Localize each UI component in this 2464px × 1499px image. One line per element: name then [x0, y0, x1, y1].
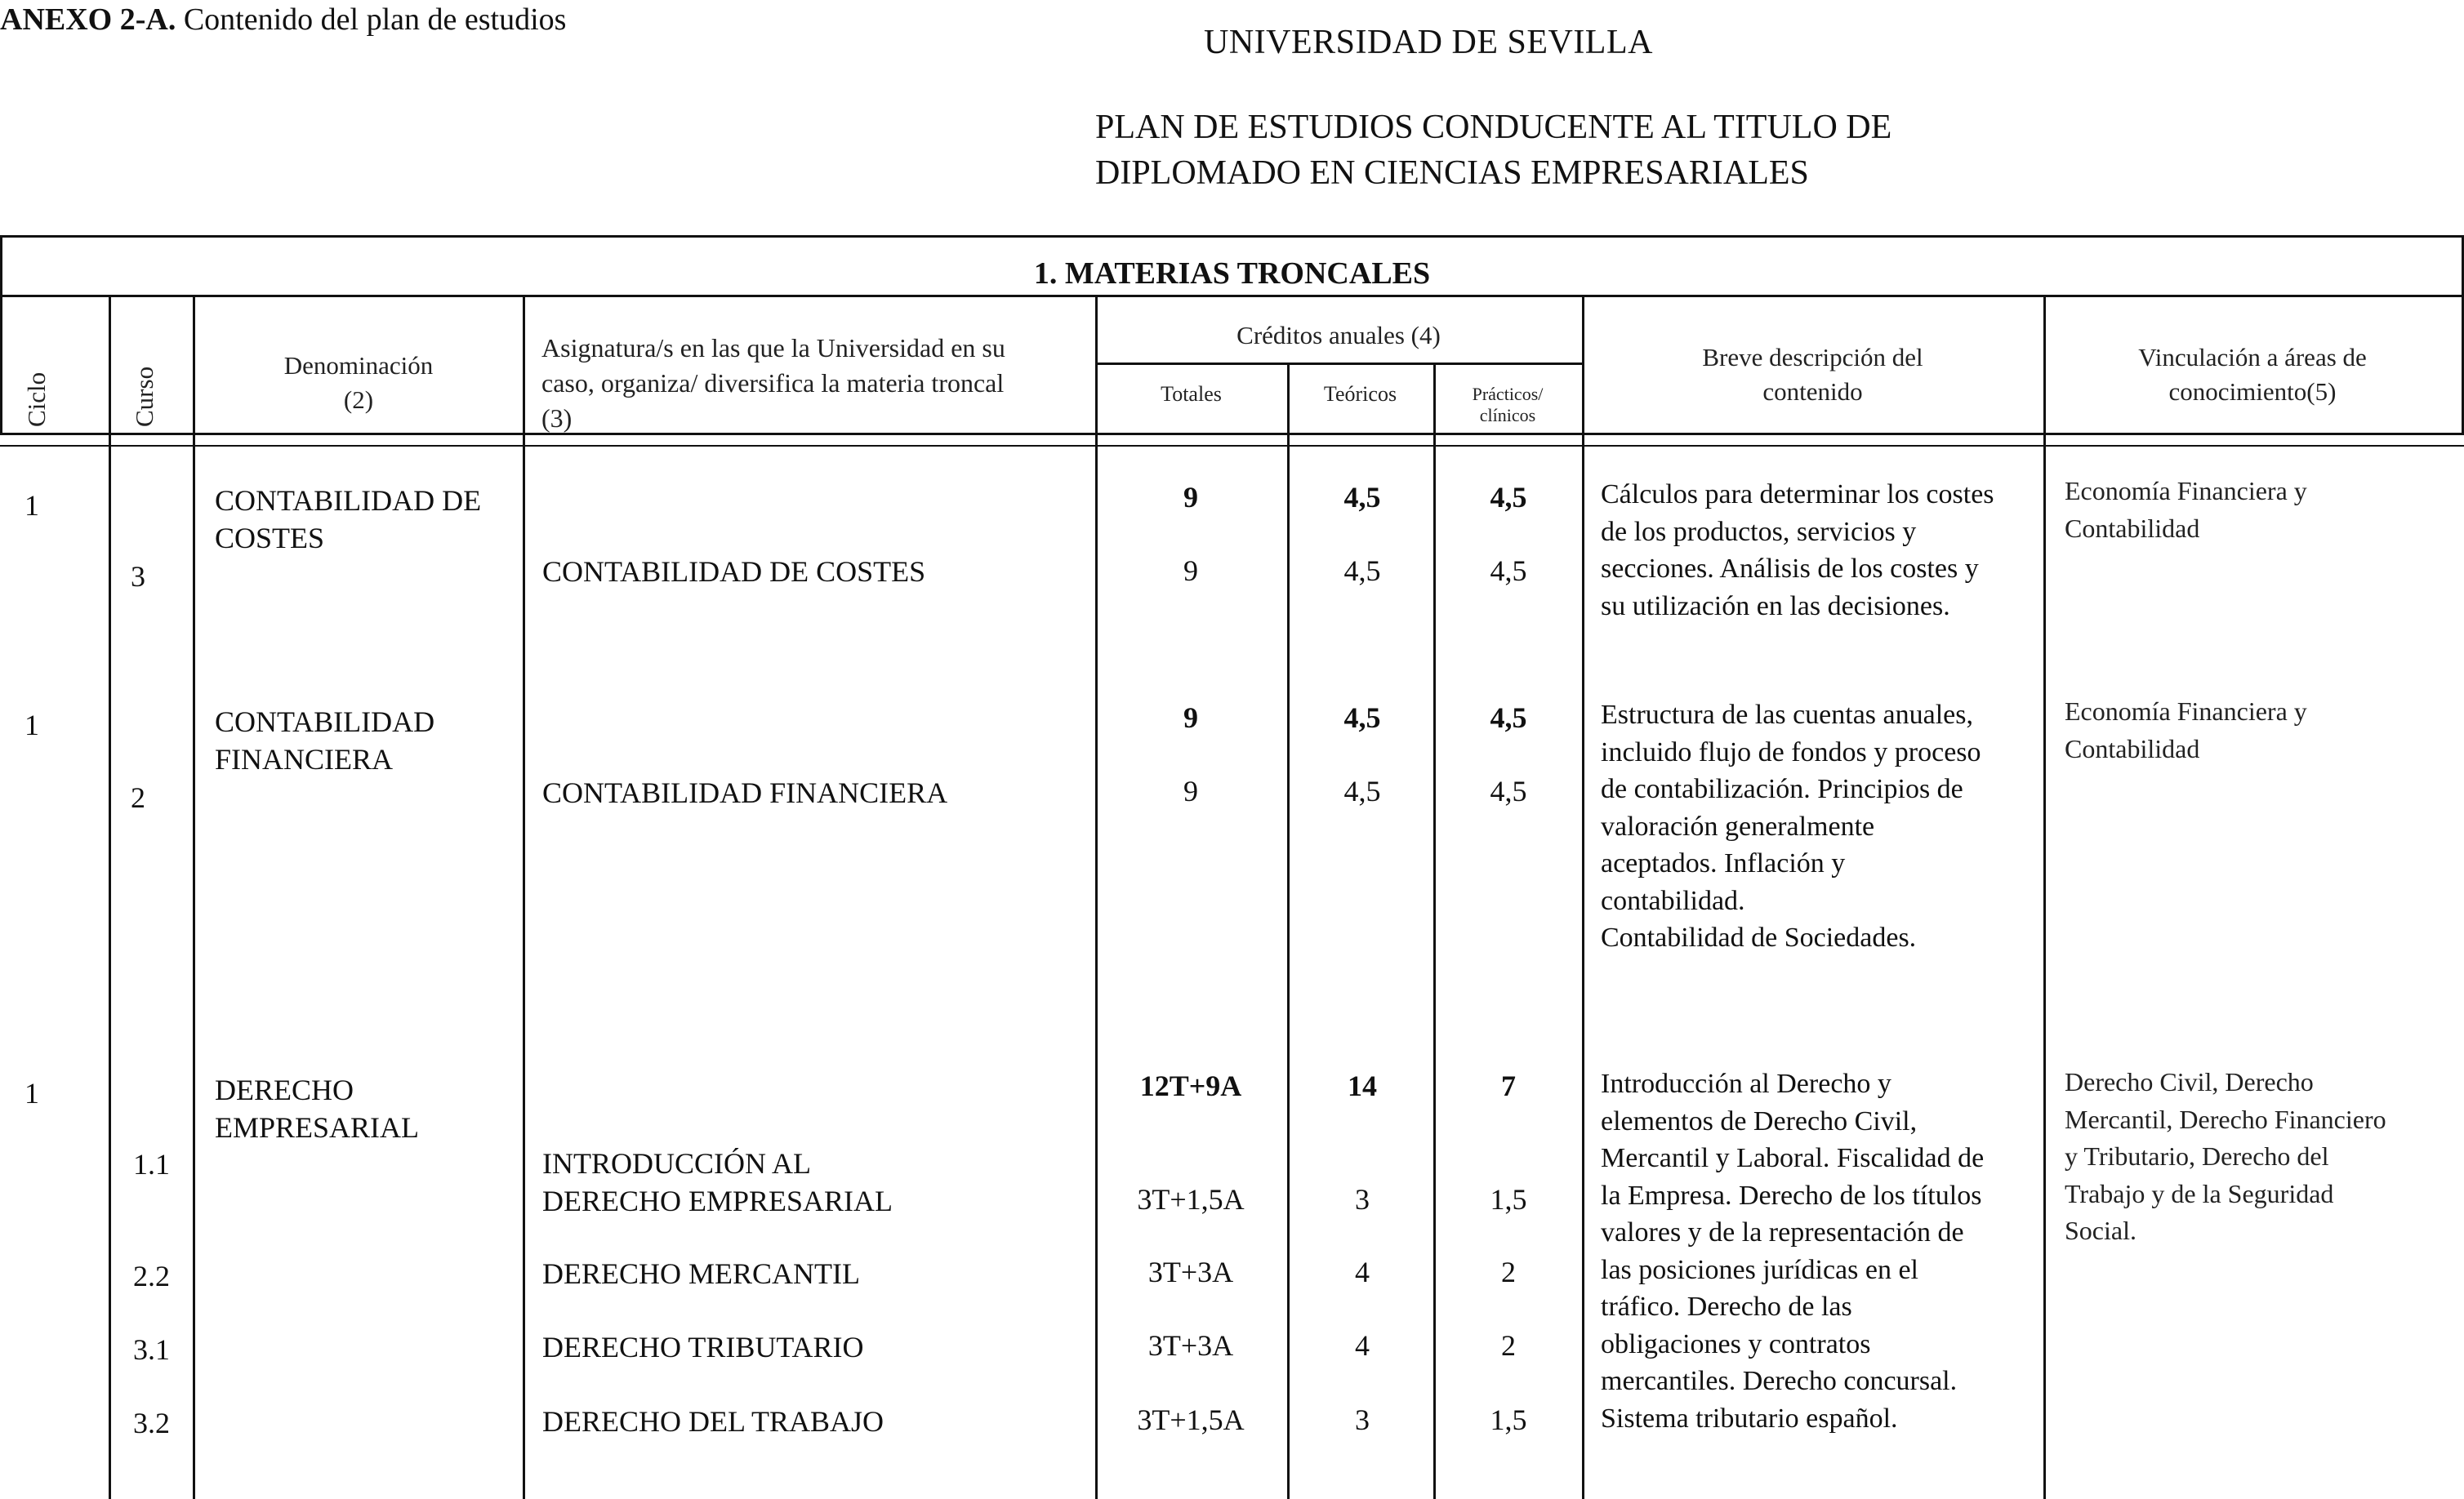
- header-creditos: Créditos anuales (4): [1236, 321, 1441, 349]
- header-practicos: [1433, 384, 1582, 426]
- materia-denominacion-line-2: EMPRESARIAL: [215, 1111, 420, 1144]
- materia-teoricos: 4,5: [1343, 481, 1381, 514]
- header-practicos-line-1: Prácticos/: [1472, 384, 1544, 404]
- materia-ciclo: 1: [25, 1077, 39, 1110]
- col-divider-descripcion: [2043, 295, 2046, 1499]
- university-name: UNIVERSIDAD DE SEVILLA: [1204, 24, 1653, 61]
- asignatura-curso: 1.1: [133, 1148, 170, 1181]
- materia-descripcion: Introducción al Derecho y elementos de Derecho Civil, Mercantil y Laboral. Fiscalidad de la Empresa. Derecho de los títulos valores y de la representación de las posiciones jurídicas en el tráfico. Derecho de las obligaciones y contratos mercantiles. Derecho concursal. Sistema tributario español.: [1601, 1069, 1985, 1434]
- materia-denominacion-line-1: CONTABILIDAD: [215, 705, 435, 738]
- asignatura-totales: 3T+3A: [1147, 1329, 1234, 1362]
- header-practicos-line-2: clínicos: [1479, 405, 1536, 425]
- asignatura-curso: 3.1: [133, 1333, 170, 1366]
- materia-teoricos: 14: [1348, 1070, 1377, 1102]
- header-denominacion-line-2: (2): [343, 385, 374, 414]
- materia-practicos: 7: [1501, 1070, 1516, 1102]
- section-title: 1. MATERIAS TRONCALES: [1033, 256, 1431, 291]
- table-top-border: [0, 235, 2464, 238]
- asignatura-practicos: 4,5: [1490, 554, 1527, 587]
- header-descripcion-line-2: contenido: [1762, 377, 1863, 406]
- col-divider-ciclo: [109, 295, 111, 1499]
- asignatura-practicos: 1,5: [1490, 1183, 1527, 1216]
- materia-denominacion: [215, 482, 481, 557]
- asignatura-totales: 3T+1,5A: [1137, 1403, 1245, 1436]
- header-asignatura-line-2: caso, organiza/ diversifica la materia troncal: [541, 368, 1005, 398]
- materia-practicos: 4,5: [1490, 701, 1527, 734]
- asignatura-totales: 9: [1183, 775, 1198, 807]
- materia-teoricos: 4,5: [1343, 701, 1381, 734]
- header-denominacion: [194, 349, 523, 417]
- col-divider-teoricos: [1433, 363, 1436, 1499]
- asignatura-practicos: 2: [1501, 1329, 1516, 1362]
- materia-denominacion-line-1: CONTABILIDAD DE: [215, 484, 482, 517]
- plan-title-line-2: DIPLOMADO EN CIENCIAS EMPRESARIALES: [1095, 154, 1809, 192]
- col-divider-totales: [1287, 363, 1290, 1499]
- header-teoricos: Teóricos: [1323, 382, 1397, 406]
- header-bottom-border: [0, 433, 2464, 435]
- asignatura-teoricos: 3: [1355, 1183, 1370, 1216]
- header-descripcion: [1582, 340, 2043, 409]
- asignatura-teoricos: 3: [1355, 1403, 1370, 1436]
- annex-title: Contenido del plan de estudios: [176, 2, 567, 37]
- header-asignatura: [541, 331, 1081, 436]
- asignatura-teoricos: 4: [1355, 1329, 1370, 1362]
- materia-practicos: 4,5: [1490, 481, 1527, 514]
- asignatura-totales: 3T+3A: [1147, 1256, 1234, 1288]
- materia-denominacion: [215, 703, 434, 778]
- asignatura-nombre-line-1: INTRODUCCIÓN AL: [542, 1147, 811, 1180]
- header-denominacion-line-1: Denominación: [283, 351, 434, 380]
- asignatura-nombre: DERECHO DEL TRABAJO: [542, 1405, 884, 1438]
- asignatura-practicos: 4,5: [1490, 775, 1527, 807]
- asignatura-nombre: [542, 1145, 893, 1220]
- header-bottom-border-second: [0, 445, 2464, 447]
- col-divider-denominacion: [523, 295, 525, 1499]
- materia-denominacion-line-2: COSTES: [215, 522, 325, 554]
- materia-denominacion-line-2: FINANCIERA: [215, 743, 394, 776]
- asignatura-curso: 3.2: [133, 1407, 170, 1439]
- materia-descripcion: Estructura de las cuentas anuales, incluido flujo de fondos y proceso de contabilización. Principios de valoración generalmente aceptados. Inflación y contabilidad. Contabilidad de Sociedades.: [1601, 700, 1981, 953]
- header-asignatura-line-3: (3): [541, 403, 573, 433]
- col-divider-practicos: [1582, 295, 1584, 1499]
- materia-totales: 12T+9A: [1139, 1070, 1242, 1102]
- col-divider-asignatura: [1095, 295, 1098, 1499]
- header-vinculacion-line-2: conocimiento(5): [2168, 377, 2337, 406]
- col-divider-curso: [193, 295, 195, 1499]
- materia-ciclo: 1: [25, 489, 39, 522]
- creditos-subheader-divider: [1095, 363, 1582, 365]
- asignatura-curso: 3: [131, 560, 145, 593]
- header-vinculacion: [2043, 340, 2462, 409]
- asignatura-nombre: DERECHO TRIBUTARIO: [542, 1331, 864, 1363]
- header-totales: Totales: [1161, 382, 1222, 406]
- materia-descripcion: Cálculos para determinar los costes de los productos, servicios y secciones. Análisis de los costes y su utilización en las decisiones.: [1601, 479, 1994, 621]
- header-curso: Curso: [130, 366, 158, 427]
- header-descripcion-line-1: Breve descripción del: [1702, 343, 1923, 371]
- annex-heading: [0, 2, 566, 38]
- asignatura-nombre: DERECHO MERCANTIL: [542, 1257, 860, 1290]
- materia-totales: 9: [1183, 701, 1198, 734]
- asignatura-nombre-line-2: DERECHO EMPRESARIAL: [542, 1185, 893, 1217]
- header-ciclo: Ciclo: [22, 371, 51, 427]
- plan-title-line-1: PLAN DE ESTUDIOS CONDUCENTE AL TITULO DE: [1095, 109, 1892, 146]
- asignatura-curso: 2.2: [133, 1260, 170, 1292]
- asignatura-teoricos: 4,5: [1343, 775, 1381, 807]
- materia-denominacion-line-1: DERECHO: [215, 1074, 354, 1106]
- materia-vinculacion: Economía Financiera y Contabilidad: [2065, 476, 2307, 543]
- header-asignatura-line-1: Asignatura/s en las que la Universidad en su: [541, 333, 1005, 363]
- asignatura-teoricos: 4,5: [1343, 554, 1381, 587]
- section-title-divider: [0, 295, 2464, 297]
- asignatura-totales: 3T+1,5A: [1137, 1183, 1245, 1216]
- materia-vinculacion: Derecho Civil, Derecho Mercantil, Derecho Financiero y Tributario, Derecho del Trabajo y de la Seguridad Social.: [2065, 1067, 2386, 1245]
- asignatura-teoricos: 4: [1355, 1256, 1370, 1288]
- asignatura-practicos: 1,5: [1490, 1403, 1527, 1436]
- materia-totales: 9: [1183, 481, 1198, 514]
- asignatura-curso: 2: [131, 781, 145, 814]
- materia-denominacion: [215, 1071, 419, 1146]
- header-vinculacion-line-1: Vinculación a áreas de: [2138, 343, 2367, 371]
- plan-title: [1095, 105, 1891, 196]
- materia-vinculacion: Economía Financiera y Contabilidad: [2065, 696, 2307, 763]
- annex-label: ANEXO 2-A.: [0, 2, 176, 37]
- asignatura-nombre: CONTABILIDAD FINANCIERA: [542, 776, 948, 809]
- asignatura-totales: 9: [1183, 554, 1198, 587]
- asignatura-nombre: CONTABILIDAD DE COSTES: [542, 555, 926, 588]
- materia-ciclo: 1: [25, 709, 39, 741]
- asignatura-practicos: 2: [1501, 1256, 1516, 1288]
